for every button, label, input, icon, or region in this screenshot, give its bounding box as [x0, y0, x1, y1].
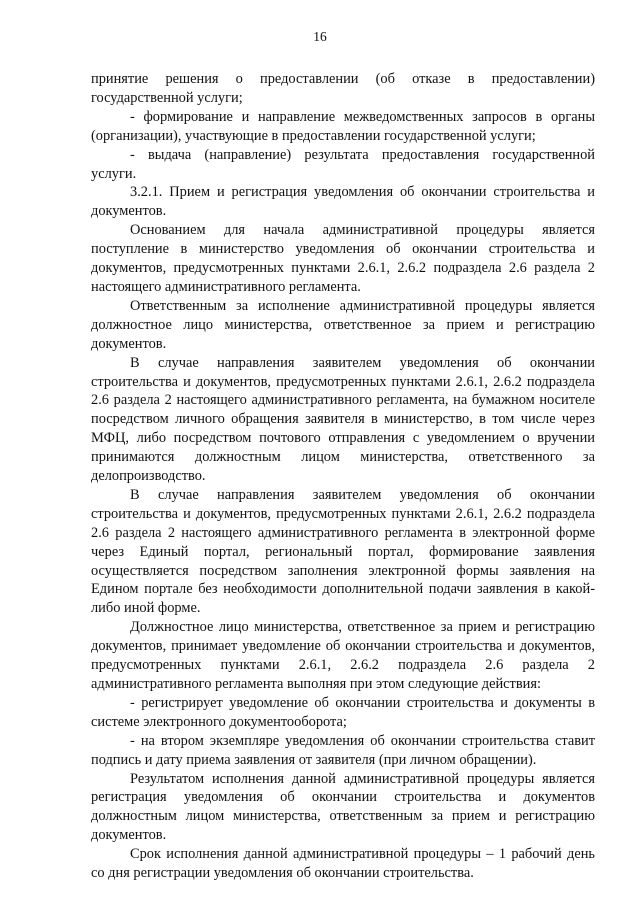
paragraph-10: - регистрирует уведомление об окончании строительства и документы в системе электронного документооборота; — [91, 694, 595, 730]
paragraph-13: Срок исполнения данной административной процедуры – 1 рабочий день со дня регистрации уведомления об окончании строительства. — [91, 846, 595, 882]
section-heading-3-2-1: 3.2.1. Прием и регистрация уведомления об окончании строительства и документов. — [91, 184, 595, 220]
paragraph-8: В случае направления заявителем уведомления об окончании строительства и документов, предусмотренных пунктами 2.6.1, 2.6.2 подраздела 2.6 раздела 2 настоящего административного регламента в электронной форме через Единый портал, региональный портал, формирование заявления осуществляется посредством заполнения электронной формы заявления на Едином портале без необходимости дополнительной подачи заявления в какой-либо иной форме. — [91, 486, 595, 617]
page-number: 16 — [313, 29, 327, 44]
paragraph-7: В случае направления заявителем уведомления об окончании строительства и документов, предусмотренных пунктами 2.6.1, 2.6.2 подраздела 2.6 раздела 2 настоящего административного регламента, на бумажном носителе посредством личного обращения заявителя в министерство, в том числе через МФЦ, либо посредством почтового отправления с уведомлением о вручении принимаются должностным лицом министерства, ответственного за делопроизводство. — [91, 354, 595, 485]
paragraph-9: Должностное лицо министерства, ответственное за прием и регистрацию документов, принимает уведомление об окончании строительства и документов, предусмотренных пунктами 2.6.1, 2.6.2 подраздела 2.6 раздела 2 административного регламента выполняя при этом следующие действия: — [91, 619, 595, 692]
paragraph-11: - на втором экземпляре уведомления об окончании строительства ставит подпись и дату приема заявления от заявителя (при личном обращении). — [91, 732, 595, 768]
paragraph-12: Результатом исполнения данной административной процедуры является регистрация уведомления об окончании строительства и документов должностным лицом министерства, ответственным за прием и регистрацию документов. — [91, 770, 595, 844]
paragraph-1: принятие решения о предоставлении (об отказе в предоставлении) государственной услуги; — [91, 71, 595, 106]
paragraph-6: Ответственным за исполнение административной процедуры является должностное лицо министерства, ответственное за прием и регистрацию документов. — [91, 297, 595, 352]
paragraph-3: - выдача (направление) результата предоставления государственной услуги. — [91, 146, 595, 182]
paragraph-5: Основанием для начала административной процедуры является поступление в министерство уведомления об окончании строительства и документов, предусмотренных пунктами 2.6.1, 2.6.2 подраздела 2.6 раздела 2 настоящего административного регламента. — [91, 222, 595, 295]
document-body — [91, 70, 595, 883]
paragraph-2: - формирование и направление межведомственных запросов в органы (организации), участвующие в предоставлении государственной услуги; — [91, 108, 595, 144]
